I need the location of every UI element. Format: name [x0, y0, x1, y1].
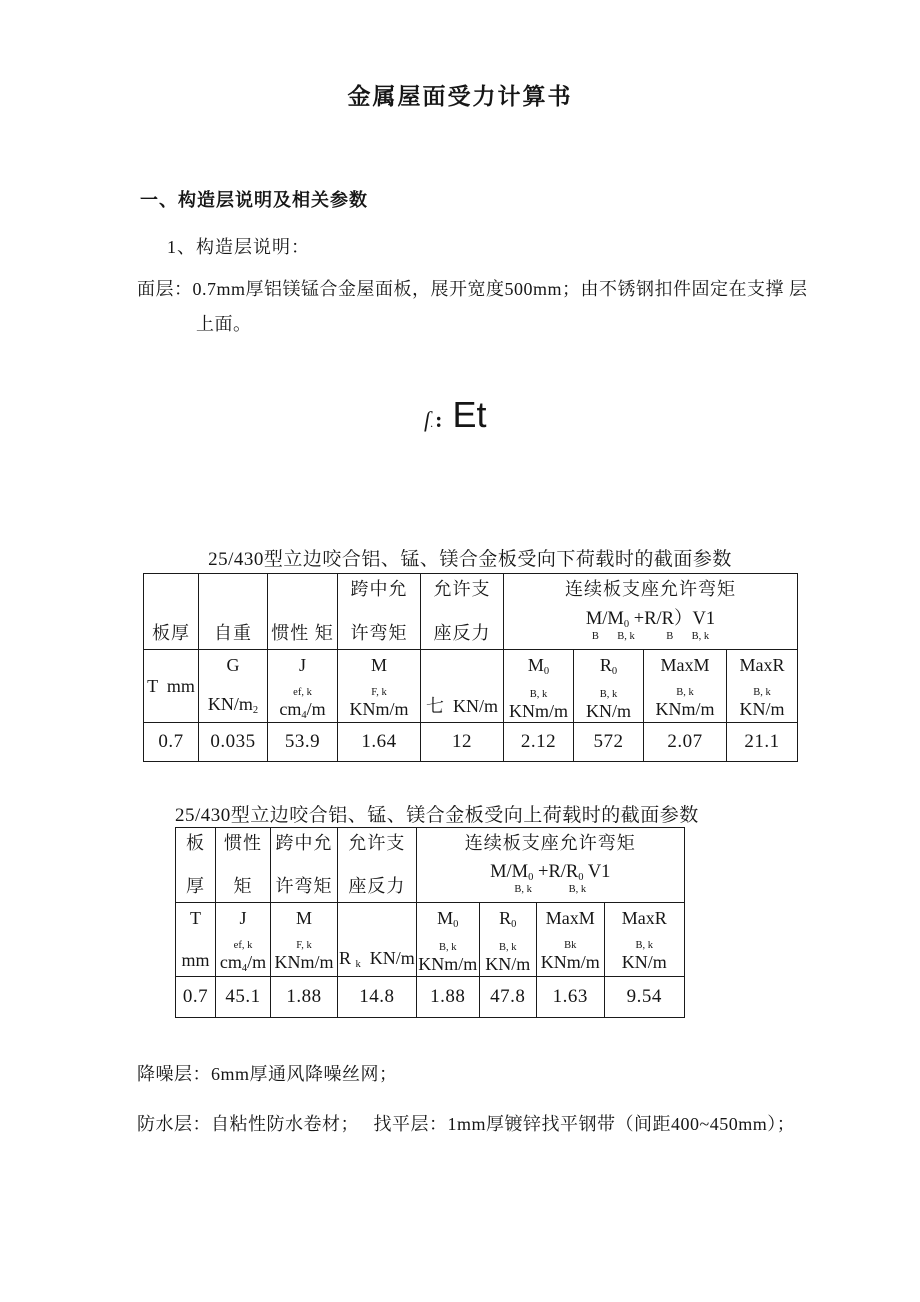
t2-header-thickness-line1: 板 — [186, 833, 205, 853]
t2-header-midspan-line1: 跨中允 — [275, 833, 333, 853]
t2-value-support-reaction — [338, 977, 417, 1018]
t1-header-allowable-support-reaction — [421, 574, 504, 650]
t1-value-thickness — [144, 723, 199, 762]
t1-value-1: 0.035 — [210, 731, 256, 753]
t1-header-plate-thickness-label: 板厚 — [152, 623, 190, 644]
formula-Et: Et — [452, 394, 487, 435]
t1-unit-R0: R0 B, k KN/m — [574, 650, 644, 723]
t2-header-reaction-line1: 允许支 — [348, 833, 406, 853]
t1-value-M0 — [504, 723, 574, 762]
t2-value-6: 1.63 — [552, 986, 588, 1008]
t1-value-6: 572 — [593, 731, 624, 753]
formula-colon: : — [435, 407, 443, 432]
t2-header-continuous-label: 连续板支座允许弯矩 — [464, 833, 636, 853]
t2-unit-MaxR: MaxR B, k KN/m — [604, 903, 684, 977]
table2-title: 25/430型立边咬合铝、锰、镁合金板受向上荷载时的截面参数 — [175, 805, 699, 826]
t1-value-4: 12 — [452, 731, 472, 753]
t2-value-inertia — [216, 977, 271, 1018]
t2-header-reaction-line2: 座反力 — [348, 876, 406, 897]
t1-value-R0 — [574, 723, 644, 762]
t2-header-plate-thickness — [176, 828, 216, 903]
t2-value-5: 47.8 — [490, 986, 526, 1008]
t1-value-5: 2.12 — [520, 731, 557, 753]
t1-value-MaxM — [644, 723, 727, 762]
table1-downward-load-parameters — [143, 573, 798, 762]
t1-header-midspan-line2: 许弯矩 — [350, 623, 408, 644]
document-title: 金属屋面受力计算书 — [347, 84, 573, 109]
paragraph-surface-layer-line1: 面层：0.7mm厚铝镁锰合金屋面板，展开宽度500mm；由不锈钢扣件固定在支撑 层 — [137, 279, 808, 299]
t2-unit-thickness: T mm — [176, 903, 216, 977]
t1-unit-midspan-moment: M F, k KNm/m — [338, 650, 421, 723]
table2-upward-load-parameters — [175, 827, 685, 1018]
t2-header-formula-subscripts: B, k B, k — [514, 884, 587, 896]
t1-header-midspan-line1: 跨中允 — [350, 579, 408, 599]
t2-unit-support-reaction: R k KN/m — [338, 903, 417, 977]
t1-unit-self-weight: G KN/m2 — [199, 650, 268, 723]
t2-value-M0 — [416, 977, 479, 1018]
t2-unit-R0: R0 B, k KN/m — [479, 903, 536, 977]
t1-value-8: 21.1 — [744, 731, 780, 753]
t1-header-inertia-moment-label: 惯性 矩 — [271, 623, 334, 644]
table1-title: 25/430型立边咬合铝、锰、镁合金板受向下荷载时的截面参数 — [208, 549, 732, 570]
t1-value-midspan-moment — [338, 723, 421, 762]
t1-unit-support-reaction: 七 KN/m — [421, 650, 504, 723]
list-item-1: 1、构造层说明： — [167, 237, 310, 257]
t2-header-midspan-line2: 许弯矩 — [275, 876, 333, 897]
section-heading-1: 一、构造层说明及相关参数 — [140, 190, 368, 210]
t2-value-4: 1.88 — [430, 986, 466, 1008]
t1-unit-M0: M0 B, k KNm/m — [504, 650, 574, 723]
t2-unit-MaxM: MaxM Bk KNm/m — [536, 903, 604, 977]
t2-value-MaxR — [604, 977, 684, 1018]
t1-header-reaction-line1: 允许支 — [433, 579, 491, 599]
t1-header-formula: M/M0 +R/R）V1 — [585, 609, 716, 631]
t2-header-continuous-support-allowable-moment — [416, 828, 684, 903]
t2-header-thickness-line2: 厚 — [186, 876, 205, 897]
t1-unit-inertia: J ef, k cm4/m — [268, 650, 338, 723]
formula-f-symbol: ſ — [424, 407, 431, 432]
t1-header-continuous-label: 连续板支座允许弯矩 — [565, 579, 736, 599]
t2-value-R0 — [479, 977, 536, 1018]
t1-value-inertia — [268, 723, 338, 762]
t2-header-allowable-support-reaction — [338, 828, 417, 903]
t1-header-continuous-support-allowable-moment — [504, 574, 798, 650]
t1-value-2: 53.9 — [284, 731, 321, 753]
t2-value-thickness — [176, 977, 216, 1018]
t2-header-inertia-line2: 矩 — [233, 876, 253, 897]
t2-header-inertia-moment — [216, 828, 271, 903]
t1-header-reaction-line2: 座反力 — [433, 623, 491, 644]
t2-value-3: 14.8 — [359, 986, 395, 1008]
t1-header-self-weight — [199, 574, 268, 650]
t1-unit-thickness: T mm — [144, 650, 199, 723]
paragraph-surface-layer-line2: 上面。 — [196, 314, 252, 334]
t1-unit-MaxM: MaxM B, k KNm/m — [644, 650, 727, 723]
t2-value-1: 45.1 — [225, 986, 261, 1008]
t2-header-midspan-allowable-moment — [271, 828, 338, 903]
t1-value-support-reaction — [421, 723, 504, 762]
t1-value-7: 2.07 — [667, 731, 703, 753]
t2-header-formula-group — [490, 862, 610, 897]
note-noise-reduction-layer: 降噪层：6mm厚通风降噪丝网； — [137, 1064, 398, 1084]
formula-subscript-dot: . — [430, 416, 434, 430]
t1-value-3: 1.64 — [361, 731, 397, 753]
t1-unit-MaxR: MaxR B, k KN/m — [727, 650, 798, 723]
t1-header-midspan-allowable-moment — [338, 574, 421, 650]
t2-unit-midspan-moment: M F, k KNm/m — [271, 903, 338, 977]
t2-value-midspan-moment — [271, 977, 338, 1018]
t1-value-MaxR — [727, 723, 798, 762]
t1-header-self-weight-label: 自重 — [214, 623, 252, 644]
t2-header-inertia-line1: 惯性 — [224, 833, 262, 853]
t2-value-0: 0.7 — [182, 986, 209, 1008]
t2-value-MaxM — [536, 977, 604, 1018]
t1-value-0: 0.7 — [158, 731, 184, 753]
t1-header-formula-subscripts: B B, k B B, k — [591, 631, 710, 643]
note-waterproof-leveling-layer: 防水层：自粘性防水卷材； 找平层：1mm厚镀锌找平钢带（间距400~450mm）； — [137, 1114, 796, 1134]
t1-header-formula-group — [586, 609, 715, 644]
t2-value-7: 9.54 — [626, 986, 662, 1008]
t2-header-formula: M/M0 +R/R0 V1 — [490, 862, 611, 884]
t2-unit-inertia: J ef, k cm4/m — [216, 903, 271, 977]
formula-fragment — [424, 394, 486, 436]
t1-header-inertia-moment — [268, 574, 338, 650]
t2-unit-M0: M0 B, k KNm/m — [416, 903, 479, 977]
t1-header-plate-thickness — [144, 574, 199, 650]
t1-value-self-weight — [199, 723, 268, 762]
t2-value-2: 1.88 — [286, 986, 322, 1008]
